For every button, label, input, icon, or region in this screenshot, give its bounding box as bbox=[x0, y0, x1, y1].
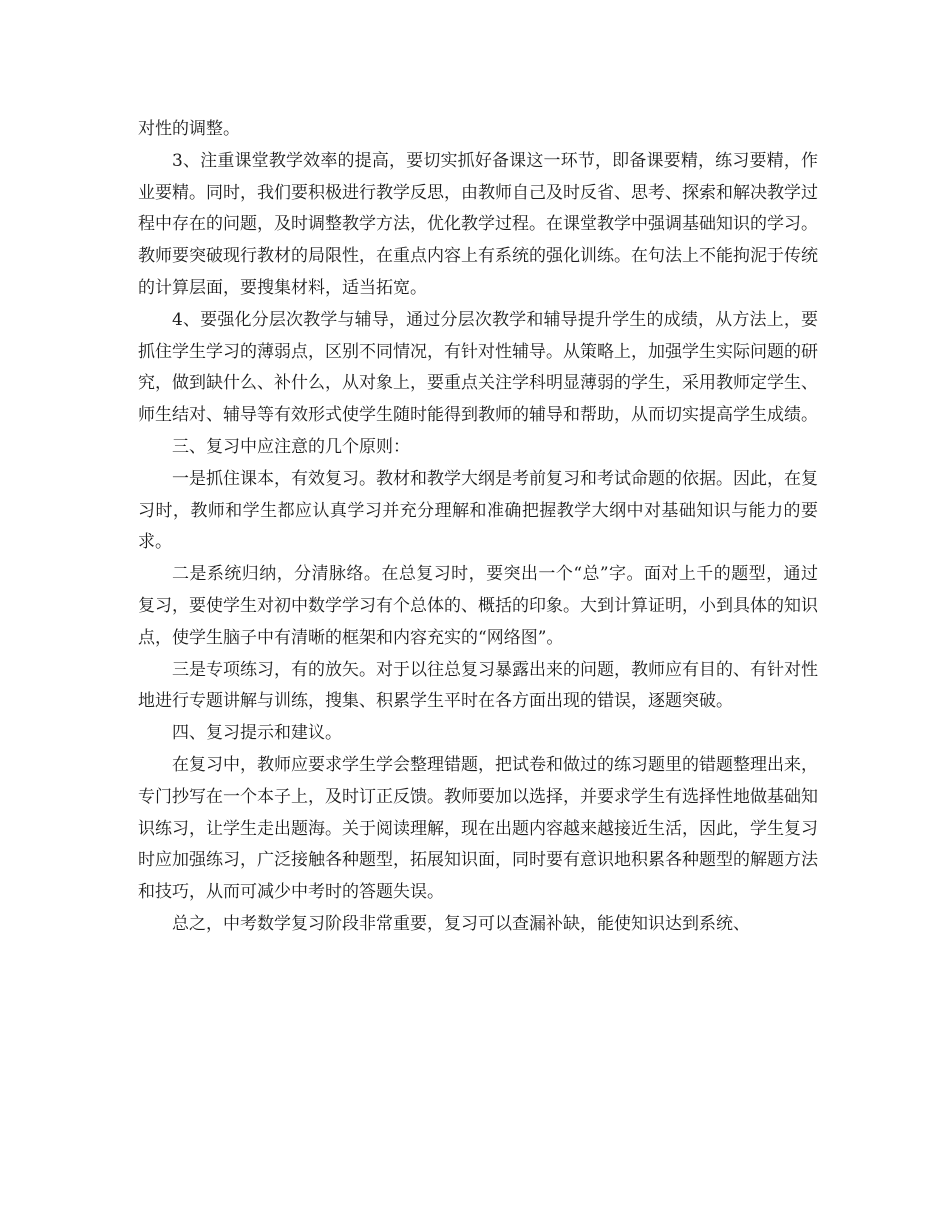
section-heading-suggestions: 四、复习提示和建议。 bbox=[172, 723, 342, 744]
paragraph-continuation: 对性的调整。 bbox=[138, 119, 240, 139]
paragraph-item-3: 3、注重课堂教学效率的提高，要切实抓好备课这一环节，即备课要精，练习要精，作业要精。同时，我们要积极进行教学反思，由教师自己及时反省、思考、探索和解决教学过程中存在的问题，及时调整教学方法，优化教学过程。在课堂教学中强调基础知识的学习。教师要突破现行教材的局限性，在重点内容上有系统的强化训练。在句法上不能拘泥于传统的计算层面，要搜集材料，适当拓宽。 bbox=[138, 150, 818, 298]
paragraph-item-4: 4、要强化分层次教学与辅导，通过分层次教学和辅导提升学生的成绩，从方法上，要抓住学生学习的薄弱点，区别不同情况，有针对性辅导。从策略上，加强学生实际问题的研究，做到缺什么、补什么，从对象上，要重点关注学科明显薄弱的学生，采用教师定学生、师生结对、辅导等有效形式使学生随时能得到教师的辅导和帮助，从而切实提高学生成绩。 bbox=[138, 309, 818, 426]
paragraph-principle-3: 三是专项练习，有的放矢。对于以往总复习暴露出来的问题，教师应有目的、有针对性地进行专题讲解与训练，搜集、积累学生平时在各方面出现的错误，逐题突破。 bbox=[138, 659, 818, 712]
paragraph-suggestions: 在复习中，教师应要求学生学会整理错题，把试卷和做过的练习题里的错题整理出来，专门抄写在一个本子上，及时订正反馈。教师要加以选择，并要求学生有选择性地做基础知识练习，让学生走出题海。关于阅读理解，现在出题内容越来越接近生活，因此，学生复习时应加强练习，广泛接触各种题型，拓展知识面，同时要有意识地积累各种题型的解题方法和技巧，从而可减少中考时的答题失误。 bbox=[138, 754, 818, 903]
paragraph-conclusion: 总之，中考数学复习阶段非常重要，复习可以查漏补缺，能使知识达到系统、 bbox=[172, 913, 750, 934]
paragraph-principle-1: 一是抓住课本，有效复习。教材和教学大纲是考前复习和考试命题的依据。因此，在复习时，教师和学生都应认真学习并充分理解和准确把握教学大纲中对基础知识与能力的要求。 bbox=[138, 468, 818, 553]
paragraph-principle-2: 二是系统归纳，分清脉络。在总复习时，要突出一个“总”字。面对上千的题型，通过复习，要使学生对初中数学学习有个总体的、概括的印象。大到计算证明，小到具体的知识点，使学生脑子中有清晰的框架和内容充实的“网络图”。 bbox=[138, 564, 818, 648]
section-heading-principles: 三、复习中应注意的几个原则： bbox=[172, 436, 410, 457]
document-body bbox=[138, 114, 818, 941]
